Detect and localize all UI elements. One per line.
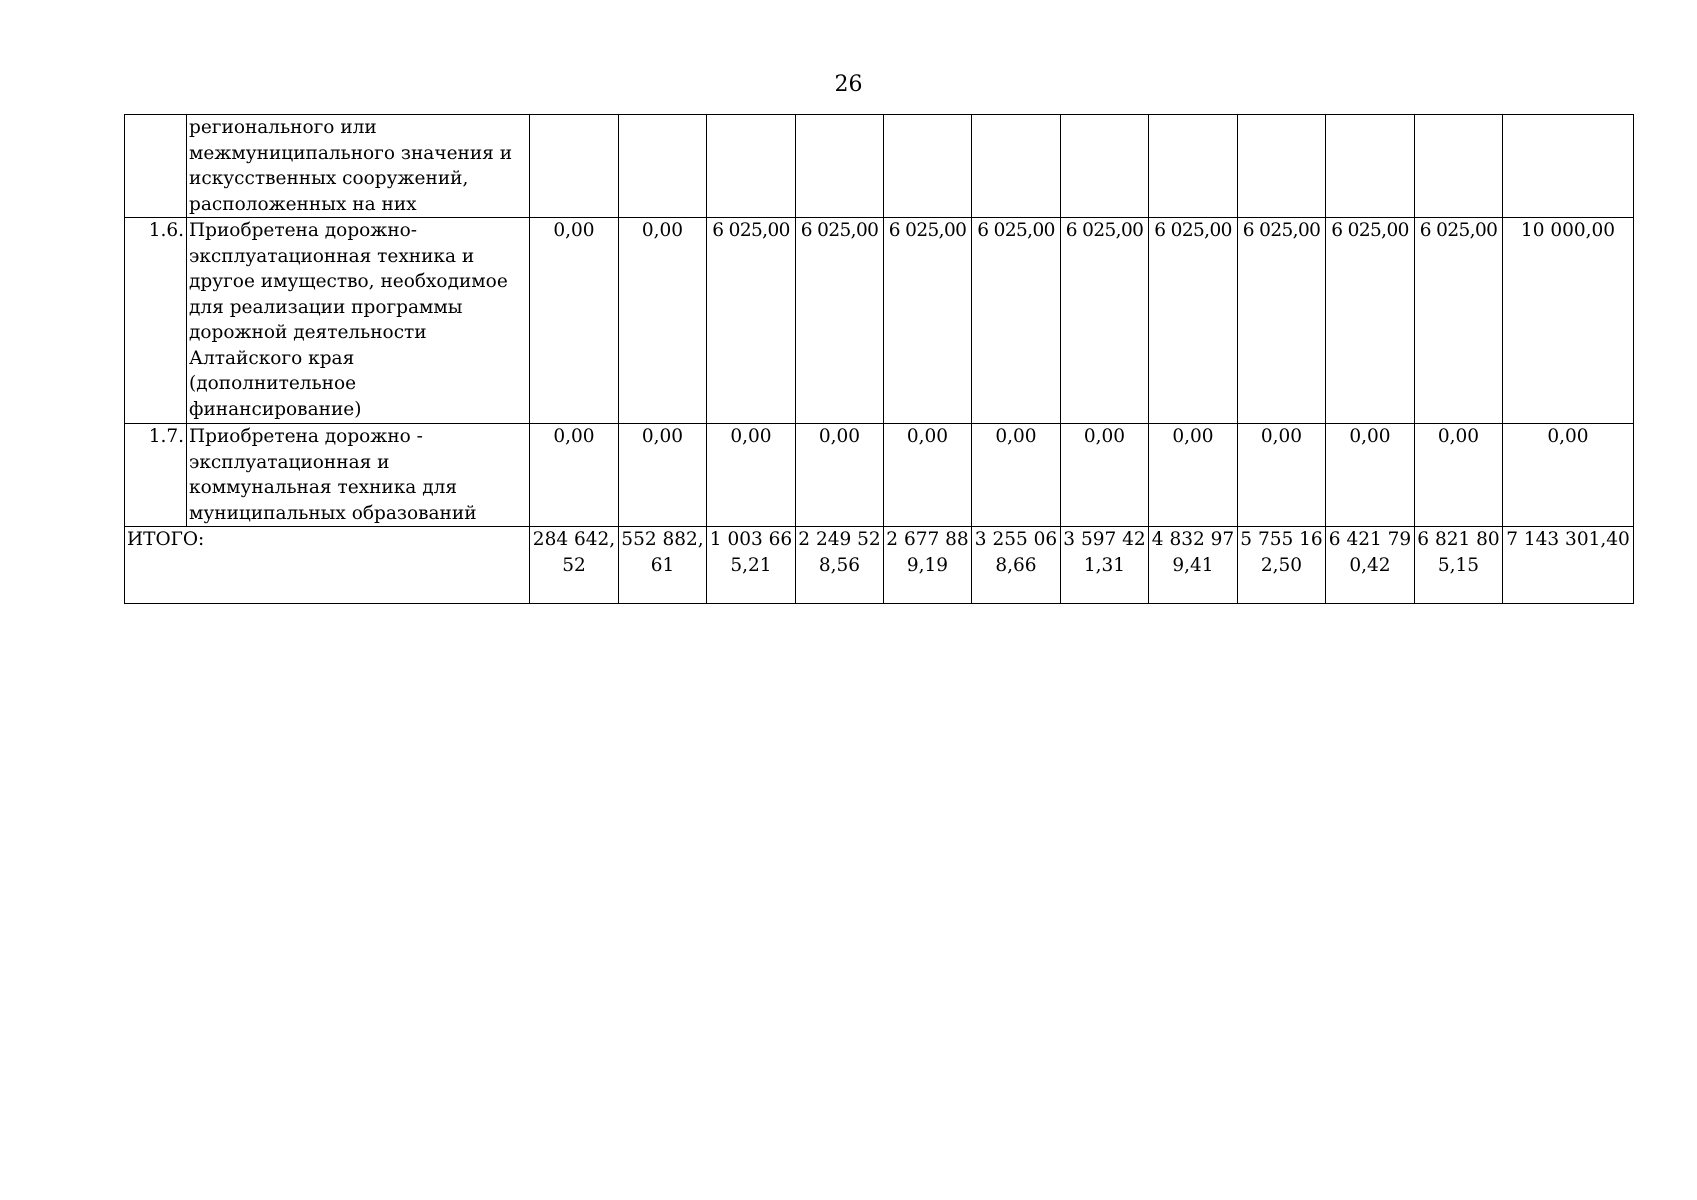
total-value-cell: 284 642,52 [530,527,619,604]
value-cell [1061,115,1149,218]
value-cell [619,115,707,218]
value-cell: 6 025,00 [1326,218,1415,424]
row-number [125,115,187,218]
page-number: 26 [834,72,863,97]
value-cell: 0,00 [530,218,619,424]
value-cell [1238,115,1326,218]
value-cell: 0,00 [1503,424,1634,527]
value-cell: 0,00 [619,424,707,527]
row-description: Приобретена дорожно-эксплуатационная техника и другое имущество, необходимое для реализации программы дорожной деятельности Алтайского края (дополнительное финансирование) [187,218,530,424]
total-value-cell: 3 597 421,31 [1061,527,1149,604]
total-value-cell: 2 249 528,56 [796,527,884,604]
total-value-cell: 4 832 979,41 [1149,527,1238,604]
value-cell [884,115,972,218]
total-label: ИТОГО: [125,527,530,604]
value-cell: 0,00 [884,424,972,527]
value-cell: 0,00 [1238,424,1326,527]
budget-table [124,114,1634,604]
value-cell [972,115,1061,218]
total-value-cell: 1 003 665,21 [707,527,796,604]
total-value-cell: 3 255 068,66 [972,527,1061,604]
value-cell: 0,00 [1415,424,1503,527]
value-cell [530,115,619,218]
value-cell: 6 025,00 [1415,218,1503,424]
value-cell [1415,115,1503,218]
value-cell: 0,00 [619,218,707,424]
total-row [125,527,1634,604]
value-cell: 6 025,00 [884,218,972,424]
total-value-cell: 2 677 889,19 [884,527,972,604]
total-value-cell: 7 143 301,40 [1503,527,1634,604]
total-value-cell: 552 882,61 [619,527,707,604]
value-cell [1149,115,1238,218]
value-cell: 0,00 [972,424,1061,527]
value-cell: 10 000,00 [1503,218,1634,424]
value-cell: 6 025,00 [972,218,1061,424]
value-cell [796,115,884,218]
table-row [125,115,1634,218]
row-number: 1.6. [125,218,187,424]
value-cell: 0,00 [707,424,796,527]
value-cell: 0,00 [1149,424,1238,527]
value-cell: 6 025,00 [707,218,796,424]
value-cell: 6 025,00 [1149,218,1238,424]
value-cell: 6 025,00 [796,218,884,424]
value-cell [707,115,796,218]
value-cell: 0,00 [1061,424,1149,527]
row-description: регионального или межмуниципального значения и искусственных сооружений, расположенных на них [187,115,530,218]
value-cell [1326,115,1415,218]
value-cell: 0,00 [796,424,884,527]
total-value-cell: 5 755 162,50 [1238,527,1326,604]
value-cell: 0,00 [530,424,619,527]
total-value-cell: 6 821 805,15 [1415,527,1503,604]
value-cell: 6 025,00 [1238,218,1326,424]
table-row [125,424,1634,527]
row-description: Приобретена дорожно - эксплуатационная и коммунальная техника для муниципальных образований [187,424,530,527]
table-row [125,218,1634,424]
row-number: 1.7. [125,424,187,527]
value-cell: 6 025,00 [1061,218,1149,424]
value-cell [1503,115,1634,218]
value-cell: 0,00 [1326,424,1415,527]
total-value-cell: 6 421 790,42 [1326,527,1415,604]
